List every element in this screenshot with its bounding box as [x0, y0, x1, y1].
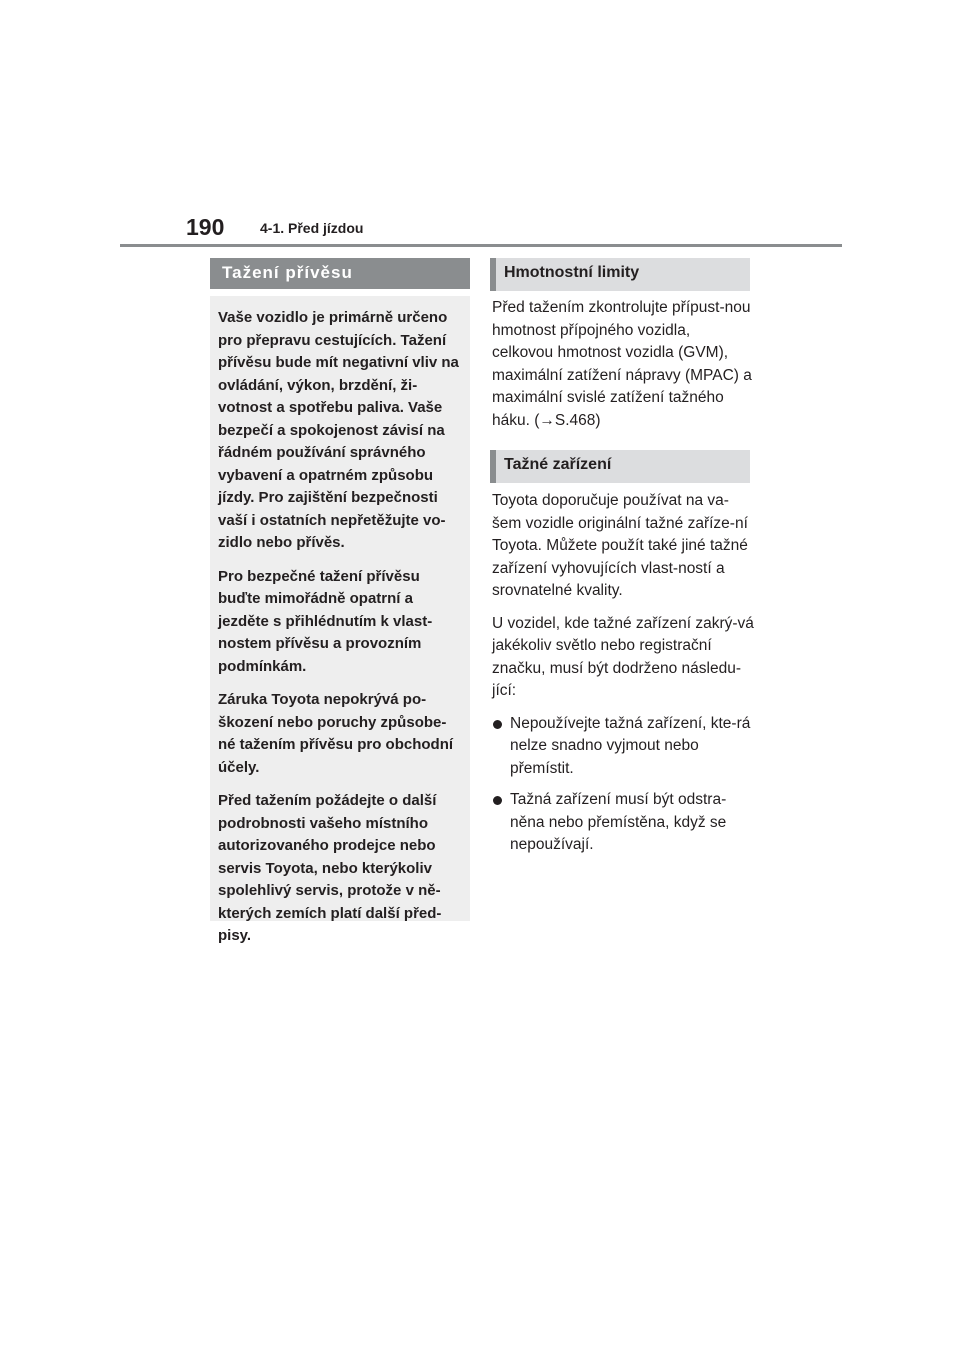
- warning-paragraph: Pro bezpečné tažení přívěsu buďte mimořádně opatrní a jezděte s přihlédnutím k vlast-nostem přívěsu a provozním podmínkám.: [218, 567, 433, 675]
- warning-paragraph: Vaše vozidlo je primárně určeno pro přepravu cestujících. Tažení přívěsu bude mít negativní vliv na ovládání, výkon, brzdění, ži-votnost a spotřebu paliva. Vaše bezpečí a spokojenost závisí na řádném používání správného vybavení a opatrném způsobu jízdy. Pro zajištění bezpečnosti vaší i ostatních nepřetěžujte vo-zidlo nebo přívěs.: [218, 309, 459, 551]
- list-item-text: Tažná zařízení musí být odstra-něna nebo přemístěna, když se nepoužívají.: [510, 791, 727, 853]
- towing-device-heading: Tažné zařízení: [490, 450, 750, 483]
- towing-device-paragraph: Toyota doporučuje používat na va-šem vozidle originální tažné zaříze-ní Toyota. Můžete použít také jiné tažné zařízení vyhovujících vlast-ností a srovnatelné kvality.: [492, 492, 748, 599]
- header-divider: [120, 244, 842, 247]
- section-title: 4-1. Před jízdou: [260, 220, 364, 236]
- weight-limits-section: [492, 297, 754, 442]
- weight-limits-text: Před tažením zkontrolujte přípust-nou hmotnost přípojného vozidla, celkovou hmotnost vozidla (GVM), maximální zatížení nápravy (MPAC) a maximální svislé zatížení tažného háku. (→S.468): [492, 299, 752, 429]
- warning-paragraph: Před tažením požádejte o další podrobnosti vašeho místního autorizovaného prodejce nebo servis Toyota, nebo kterýkoliv spolehlivý servis, protože v ně-kterých zemích platí další před-pisy.: [218, 792, 442, 944]
- towing-device-section: [492, 490, 754, 866]
- warning-heading: Tažení přívěsu: [210, 258, 470, 289]
- list-item-text: Nepoužívejte tažná zařízení, kte-rá nelze snadno vyjmout nebo přemístit.: [510, 714, 751, 777]
- bullet-icon: [493, 796, 502, 805]
- list-item: [492, 713, 754, 781]
- bullet-icon: [493, 720, 502, 729]
- list-item: [492, 789, 754, 857]
- warning-box: [210, 296, 470, 944]
- page-number: 190: [186, 214, 225, 240]
- towing-device-paragraph: U vozidel, kde tažné zařízení zakrý-vá jakékoliv světlo nebo registrační značku, musí být dodrženo následu-jící:: [492, 614, 754, 699]
- warning-paragraph: Záruka Toyota nepokrývá po-škození nebo poruchy způsobe-né tažením přívěsu pro obchodní účely.: [218, 691, 454, 776]
- weight-limits-heading: Hmotnostní limity: [490, 258, 750, 291]
